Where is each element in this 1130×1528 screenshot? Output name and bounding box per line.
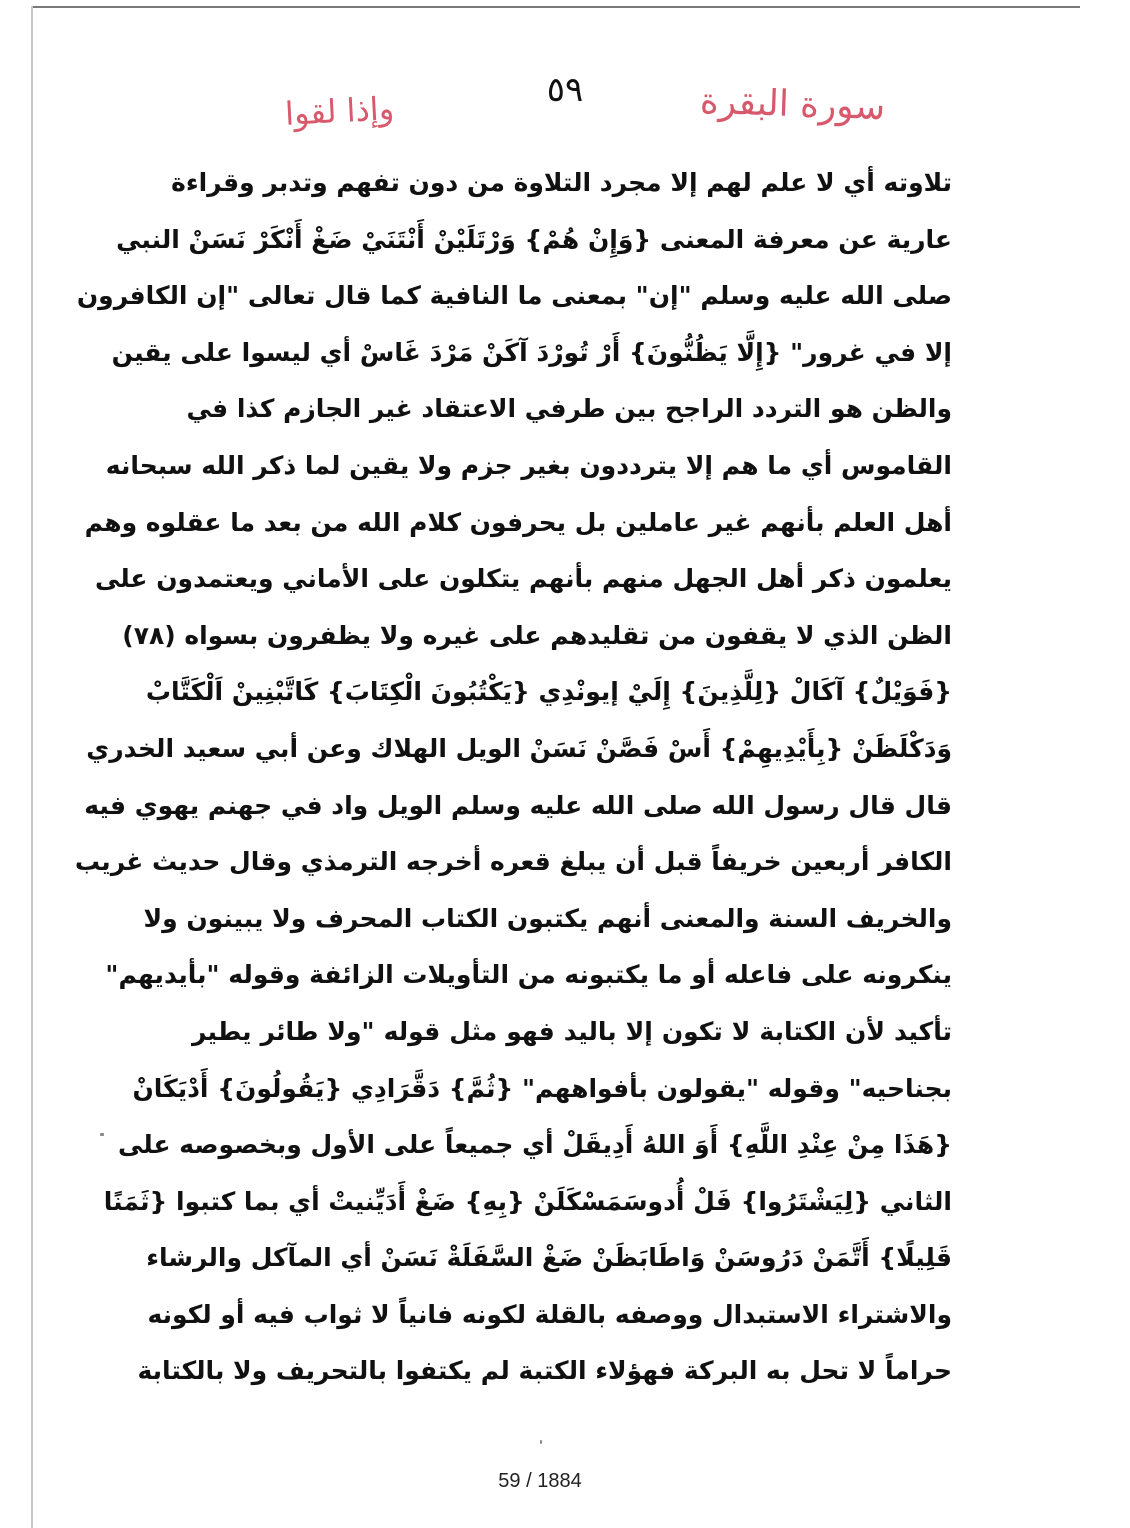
text-line: الظن الذي لا يقفون من تقليدهم على غيره ولا يظفرون بسواه (٧٨) — [122, 620, 952, 650]
text-line: الكافر أربعين خريفاً قبل أن يبلغ قعره أخرجه الترمذي وقال حديث غريب — [74, 847, 952, 877]
text-line: ينكرونه على فاعله أو ما يكتبونه من التأويلات الزائفة وقوله "بأيديهم" — [105, 960, 952, 990]
text-line: وَدَكْلَظَنْ {بِأَيْدِيهِمْ} أَسْ فَصَّنْ نَسَنْ الويل الهلاك وعن أبي سعيد الخدري — [86, 733, 952, 763]
pdf-page-counter: 59 / 1884 — [498, 1470, 582, 1492]
left-page-edge — [31, 6, 33, 1528]
text-line: بجناحيه" وقوله "يقولون بأفواههم" {ثُمَّ} دَقَّرَادِي {يَقُولُونَ} أَدْيَكَانْ — [132, 1073, 952, 1103]
text-line: تلاوته أي لا علم لهم إلا مجرد التلاوة من دون تفهم وتدبر وقراءة — [171, 168, 952, 197]
scan-speck — [100, 1133, 104, 1136]
body-text — [74, 155, 952, 1400]
handwritten-surah-title: سورة البقرة — [699, 80, 886, 129]
page-number: ٥٩ — [546, 70, 584, 110]
text-line: قال قال رسول الله صلى الله عليه وسلم الويل واد في جهنم يهوي فيه — [84, 790, 952, 820]
text-line: أهل العلم بأنهم غير عاملين بل يحرفون كلام الله من بعد ما عقلوه وهم — [84, 507, 952, 537]
handwritten-section-note: وإذا لقوا — [284, 89, 395, 133]
text-line: صلى الله عليه وسلم "إن" بمعنى ما النافية كما قال تعالى "إن الكافرون — [76, 281, 952, 311]
top-border-line — [32, 6, 1080, 8]
text-line: {فَوَيْلٌ} آكَالْ {لِلَّذِينَ} إِلَيْ إيونْدِي {يَكْتُبُونَ الْكِتَابَ} كَاتَّبْنِينْ اَلْكَتَّابْ — [145, 677, 952, 707]
text-line: القاموس أي ما هم إلا يترددون بغير جزم ولا يقين لما ذكر الله سبحانه — [105, 450, 952, 480]
text-line: والظن هو التردد الراجح بين طرفي الاعتقاد غير الجازم كذا في — [186, 394, 952, 424]
text-line: يعلمون ذكر أهل الجهل منهم بأنهم يتكلون على الأماني ويعتمدون على — [94, 564, 952, 594]
scan-speck — [540, 1440, 542, 1444]
text-line: إلا في غرور" {إِلَّا يَظُنُّونَ} أَرْ تُورْدَ آكَنْ مَرْدَ غَاسْ أي ليسوا على يقين — [111, 337, 952, 367]
text-line: الثاني {لِيَشْتَرُوا} فَلْ أُدوسَمَسْكَلَنْ {بِهِ} ضَغْ أَدَيِّنيتْ أي بما كتبوا {ثَمَنًا — [103, 1186, 952, 1216]
text-line: والاشتراء الاستبدال ووصفه بالقلة لكونه فانياً لا ثواب فيه أو لكونه — [147, 1299, 952, 1329]
text-line: والخريف السنة والمعنى أنهم يكتبون الكتاب المحرف ولا يبينون ولا — [143, 903, 952, 933]
text-line: تأكيد لأن الكتابة لا تكون إلا باليد فهو مثل قوله "ولا طائر يطير — [192, 1016, 952, 1046]
text-line: عارية عن معرفة المعنى {وَإِنْ هُمْ} وَرْتَلَيْنْ أَنْتَنَيْ ضَغْ أَنْكَرْ نَسَنْ النبي — [116, 224, 952, 254]
text-line: قَلِيلًا} أَتَّمَنْ دَرُوسَنْ وَاطَابَظَنْ ضَغْ السَّفَلَةْ نَسَنْ أي المآكل والرشاء — [146, 1243, 952, 1273]
text-line: {هَذَا مِنْ عِنْدِ اللَّهِ} أَوَ اللهُ أَدِيقَلْ أي جميعاً على الأول وبخصوصه على — [117, 1130, 952, 1160]
text-line: حراماً لا تحل به البركة فهؤلاء الكتبة لم يكتفوا بالتحريف ولا بالكتابة — [137, 1356, 952, 1386]
